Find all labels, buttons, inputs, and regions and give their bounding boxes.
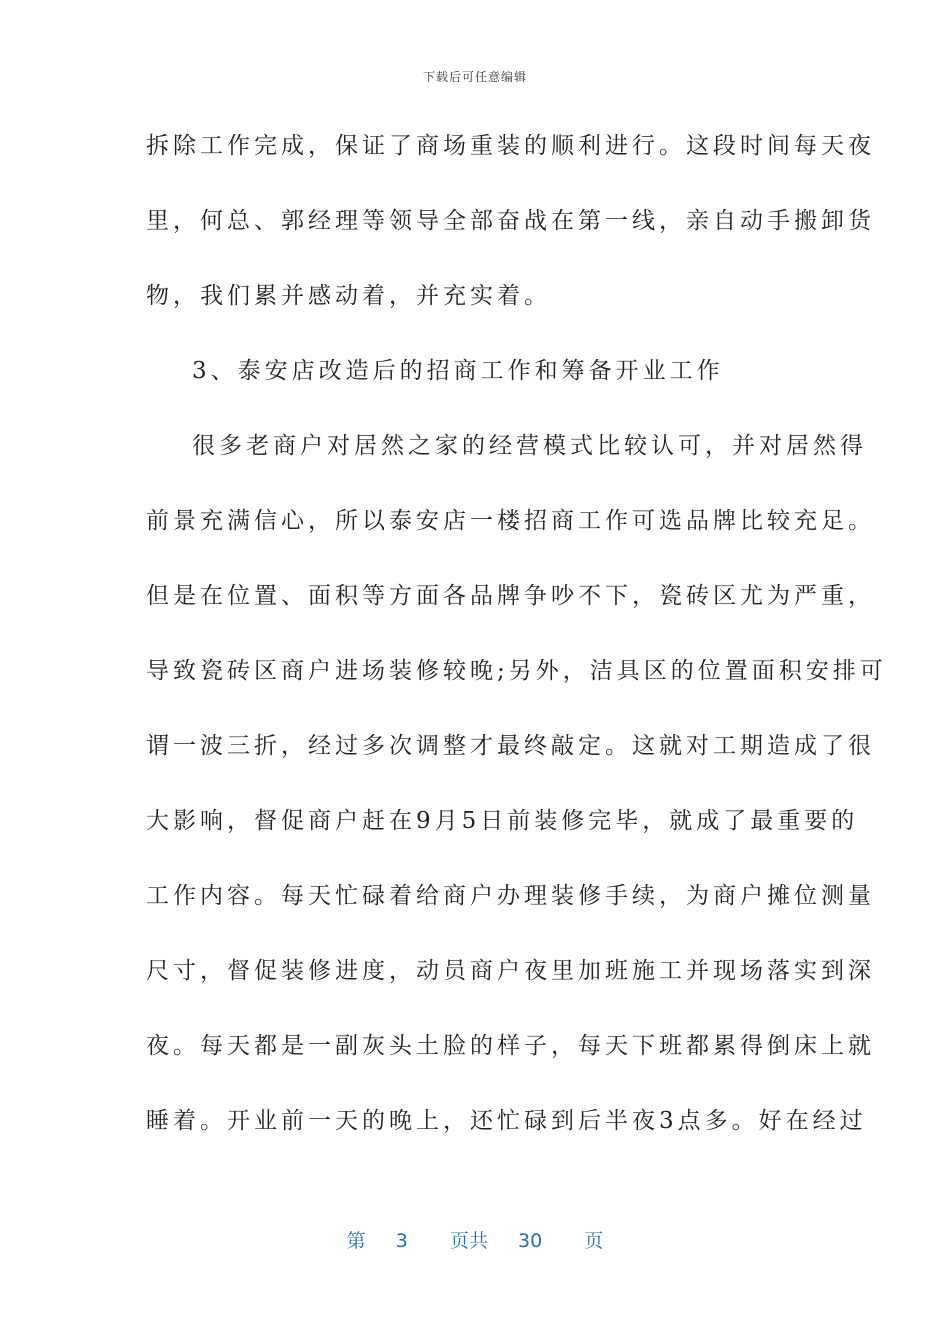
section-heading: 3、泰安店改造后的招商工作和筹备开业工作: [192, 358, 724, 384]
footer-prefix: 第: [346, 1230, 366, 1252]
header-note: 下载后可任意编辑: [422, 70, 527, 84]
paragraph-line: 里，何总、郭经理等领导全部奋战在第一线，亲自动手搬卸货: [146, 208, 875, 234]
paragraph-line: 谓一波三折，经过多次调整才最终敲定。这就对工期造成了很: [146, 733, 875, 759]
paragraph-line: 导致瓷砖区商户进场装修较晚;另外，洁具区的位置面积安排可: [146, 658, 887, 684]
paragraph-line: 工作内容。每天忙碌着给商户办理装修手续，为商户摊位测量: [146, 883, 875, 909]
paragraph-line: 拆除工作完成，保证了商场重装的顺利进行。这段时间每天夜: [146, 133, 875, 159]
footer-page-number: 3: [395, 1230, 408, 1252]
body-text: [146, 118, 887, 1168]
paragraph-line: 睡着。开业前一天的晚上，还忙碌到后半夜3点多。好在经过: [146, 1108, 867, 1134]
paragraph-line: 但是在位置、面积等方面各品牌争吵不下，瓷砖区尤为严重，: [146, 583, 875, 609]
paragraph-line: 物，我们累并感动着，并充实着。: [146, 283, 551, 309]
paragraph-line: 大影响，督促商户赶在9月5日前装修完毕，就成了最重要的: [146, 808, 859, 834]
footer-suffix: 页: [584, 1230, 604, 1252]
paragraph-line: 很多老商户对居然之家的经营模式比较认可，并对居然得: [192, 433, 867, 459]
paragraph-line: 前景充满信心，所以泰安店一楼招商工作可选品牌比较充足。: [146, 508, 875, 534]
paragraph-line: 夜。每天都是一副灰头土脸的样子，每天下班都累得倒床上就: [146, 1033, 875, 1059]
footer-middle: 页共: [449, 1230, 488, 1252]
page-footer: [0, 1226, 950, 1253]
footer-total-pages: 30: [518, 1230, 543, 1252]
paragraph-line: 尺寸，督促装修进度，动员商户夜里加班施工并现场落实到深: [146, 958, 875, 984]
